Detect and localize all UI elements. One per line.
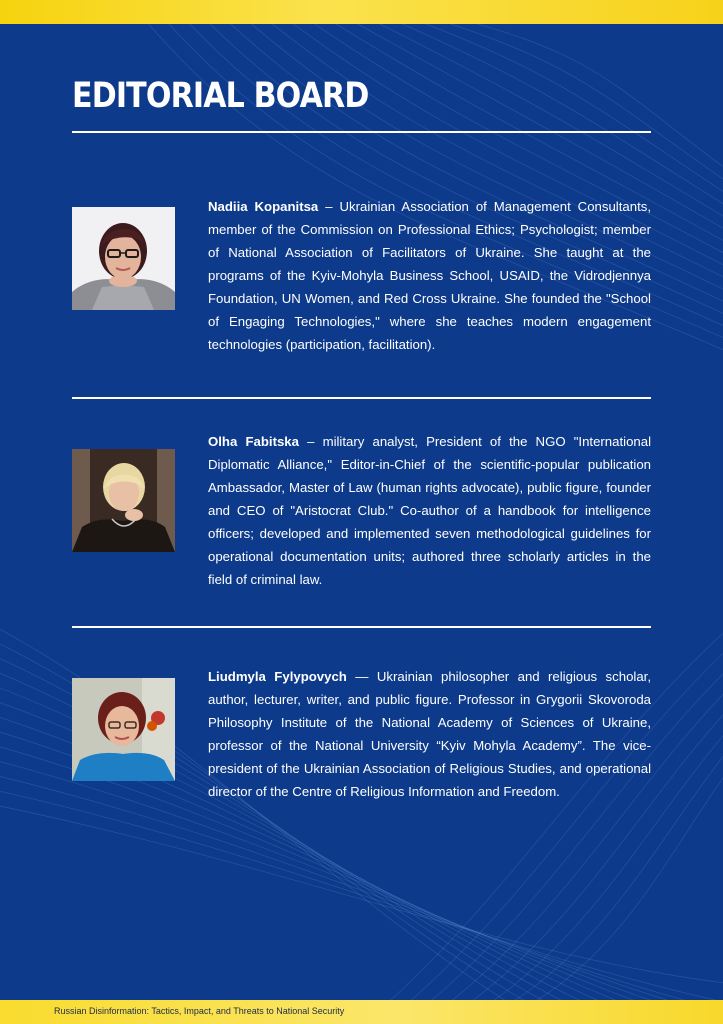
- member-photo-fylypovych: [72, 678, 175, 781]
- member-bio-kopanitsa: [208, 195, 651, 356]
- member-divider: [72, 397, 651, 399]
- member-bio-text: – Ukrainian Association of Management Consultants, member of the Commission on Professional Ethics; Psychologist; member of National Association of Facilitators of Ukraine. She taught at the programs of the Kyiv-Mohyla Business School, USAID, the Vidrodjennya Foundation, UN Women, and Red Cross Ukraine. She founded the "School of Engaging Technologies," where she teaches modern engagement technologies (participation, facilitation).: [208, 199, 651, 352]
- member-name: Olha Fabitska: [208, 434, 299, 449]
- top-accent-bar: [0, 0, 723, 24]
- member-bio-text: — Ukrainian philosopher and religious scholar, author, lecturer, writer, and public figure. Professor in Grygorii Skovoroda Philosophy Institute of the National Academy of Sciences of Ukraine, professor of the National University “Kyiv Mohyla Academy”. The vice-president of the Ukrainian Association of Religious Studies, and operational director of the Centre of Religious Information and Freedom.: [208, 669, 651, 799]
- member-photo-kopanitsa: [72, 207, 175, 310]
- footer-publication-title: Russian Disinformation: Tactics, Impact, and Threats to National Security: [54, 1006, 345, 1016]
- member-name: Nadiia Kopanitsa: [208, 199, 319, 214]
- member-photo-fabitska: [72, 449, 175, 552]
- member-bio-fylypovych: [208, 665, 651, 803]
- member-bio-text: – military analyst, President of the NGO "International Diplomatic Alliance," Editor-in-Chief of the scientific-popular publication Ambassador, Master of Law (human rights advocate), public figure, founder and CEO of "Aristocrat Club." Co-author of a handbook for intelligence officers; developed and implemented seven methodological guidelines for operational documentation units; authored three scholarly articles in the field of criminal law.: [208, 434, 651, 587]
- title-divider: [72, 131, 651, 133]
- member-name: Liudmyla Fylypovych: [208, 669, 347, 684]
- page-title: EDITORIAL BOARD: [72, 76, 369, 116]
- member-divider: [72, 626, 651, 628]
- member-bio-fabitska: [208, 430, 651, 591]
